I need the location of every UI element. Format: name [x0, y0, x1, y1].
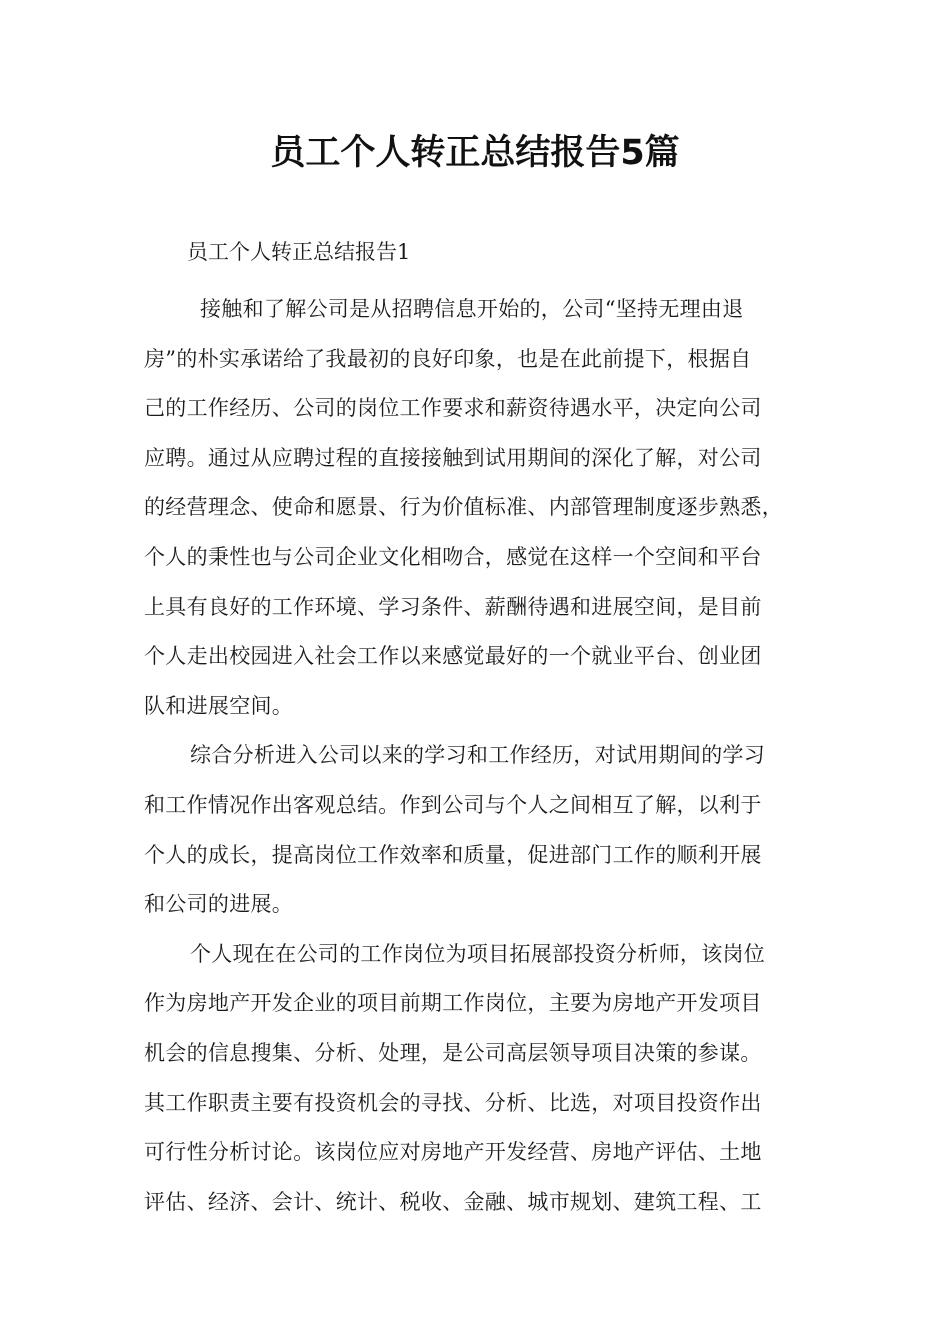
- paragraph-3: [144, 930, 824, 1228]
- paragraph-line: 个人的成长，提高岗位工作效率和质量，促进部门工作的顺利开展: [144, 842, 762, 867]
- paragraph-line: 的经营理念、使命和愿景、行为价值标准、内部管理制度逐步熟悉，: [144, 495, 783, 520]
- paragraph-line: 上具有良好的工作环境、学习条件、薪酬待遇和进展空间，是目前: [144, 594, 762, 619]
- paragraph-line: 应聘。通过从应聘过程的直接接触到试用期间的深化了解，对公司: [144, 445, 762, 470]
- paragraph-line: 和公司的进展。: [144, 892, 294, 917]
- paragraph-line: 其工作职责主要有投资机会的寻找、分析、比选，对项目投资作出: [144, 1090, 762, 1115]
- paragraph-line: 队和进展空间。: [144, 693, 294, 718]
- paragraph-line: 作为房地产开发企业的项目前期工作岗位，主要为房地产开发项目: [144, 991, 762, 1016]
- paragraph-line: 接触和了解公司是从招聘信息开始的，公司“坚持无理由退: [200, 297, 744, 321]
- document-title: 员工个人转正总结报告5篇: [270, 133, 680, 173]
- paragraph-line: 综合分析进入公司以来的学习和工作经历，对试用期间的学习: [190, 743, 766, 768]
- paragraph-line: 机会的信息搜集、分析、处理，是公司高层领导项目决策的参谋。: [144, 1040, 762, 1065]
- paragraph-line: 评估、经济、会计、统计、税收、金融、城市规划、建筑工程、工: [144, 1189, 762, 1214]
- paragraph-line: 己的工作经历、公司的岗位工作要求和薪资待遇水平，决定向公司: [144, 396, 762, 421]
- paragraph-line: 个人走出校园进入社会工作以来感觉最好的一个就业平台、创业团: [144, 644, 762, 669]
- paragraph-line: 和工作情况作出客观总结。作到公司与个人之间相互了解，以利于: [144, 792, 762, 817]
- paragraph-line: 个人现在在公司的工作岗位为项目拓展部投资分析师，该岗位: [190, 941, 766, 966]
- section-heading: 员工个人转正总结报告1: [187, 240, 411, 264]
- paragraph-1: [144, 285, 824, 731]
- paragraph-line: 房”的朴实承诺给了我最初的良好印象，也是在此前提下，根据自: [144, 346, 752, 371]
- document-body: [144, 285, 824, 1227]
- paragraph-line: 个人的秉性也与公司企业文化相吻合，感觉在这样一个空间和平台: [144, 544, 762, 569]
- paragraph-2: [144, 731, 824, 929]
- paragraph-line: 可行性分析讨论。该岗位应对房地产开发经营、房地产评估、土地: [144, 1140, 762, 1165]
